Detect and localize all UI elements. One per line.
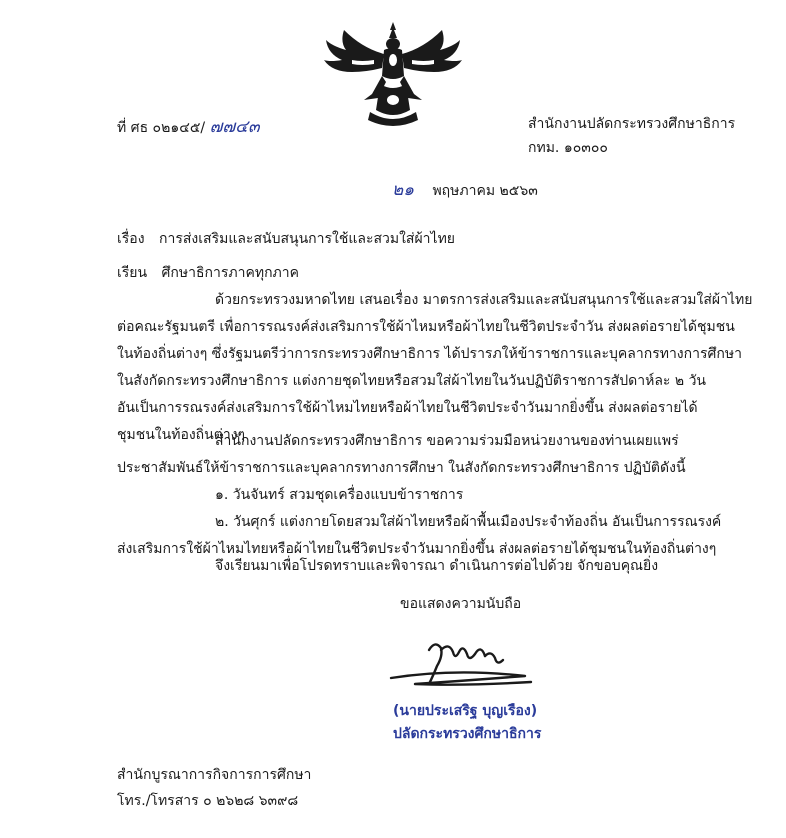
reference-number: ๗๗๔๓ bbox=[209, 117, 260, 137]
recipient-line bbox=[117, 263, 299, 283]
handwritten-signature bbox=[385, 632, 535, 692]
recipient-text: ศึกษาธิการภาคทุกภาค bbox=[161, 265, 300, 281]
paragraph-line: ด้วยกระทรวงมหาดไทย เสนอเรื่อง มาตรการส่งเสริมและสนับสนุนการใช้และสวมใส่ผ้าไทย bbox=[215, 292, 753, 308]
garuda-emblem-icon bbox=[322, 20, 464, 130]
complimentary-close: ขอแสดงความนับถือ bbox=[400, 596, 522, 612]
body-paragraph-1 bbox=[117, 287, 753, 449]
paragraph-line: ประชาสัมพันธ์ให้ข้าราชการและบุคลากรทางการศึกษา ในสังกัดกระทรวงศึกษาธิการ ปฏิบัติดังนี้ bbox=[117, 460, 686, 476]
paragraph-line: ต่อคณะรัฐมนตรี เพื่อการรณรงค์ส่งเสริมการใช้ผ้าไหมหรือผ้าไทยในชีวิตประจำวัน ส่งผลต่อรายได้ชุมชน bbox=[117, 319, 735, 335]
date-month-year: พฤษภาคม ๒๕๖๓ bbox=[432, 183, 538, 199]
paragraph-line: ส่งเสริมการใช้ผ้าไหมไทยหรือผ้าไทยในชีวิตประจำวันมากยิ่งขึ้น ส่งผลต่อรายได้ชุมชนในท้องถิ่นต่างๆ bbox=[117, 541, 717, 557]
closing-paragraph: จึงเรียนมาเพื่อโปรดทราบและพิจารณา ดำเนินการต่อไปด้วย จักขอบคุณยิ่ง bbox=[215, 558, 659, 574]
letter-date bbox=[392, 180, 538, 201]
reference-prefix: ที่ ศธ ๐๒๑๔๕/ bbox=[117, 120, 206, 136]
subject-label: เรื่อง bbox=[117, 231, 145, 247]
footer-phone: โทร./โทรสาร ๐ ๒๖๒๘ ๖๓๙๘ bbox=[117, 793, 299, 809]
paragraph-line: ชุมชนในท้องถิ่นต่างๆ bbox=[117, 427, 246, 443]
recipient-label: เรียน bbox=[117, 265, 148, 281]
subject-text: การส่งเสริมและสนับสนุนการใช้และสวมใส่ผ้าไทย bbox=[159, 231, 456, 247]
paragraph-line: ในสังกัดกระทรวงศึกษาธิการ แต่งกายชุดไทยหรือสวมใส่ผ้าไทยในวันปฏิบัติราชการสัปดาห์ละ ๒ วัน bbox=[117, 373, 707, 389]
signer-name: (นายประเสริฐ บุญเรือง) bbox=[393, 703, 538, 719]
list-item-monday: ๑. วันจันทร์ สวมชุดเครื่องแบบข้าราชการ bbox=[215, 487, 464, 503]
date-day: ๒๑ bbox=[392, 180, 414, 200]
agency-name: สำนักงานปลัดกระทรวงศึกษาธิการ bbox=[528, 116, 736, 132]
list-item-friday: ๒. วันศุกร์ แต่งกายโดยสวมใส่ผ้าไทยหรือผ้าพื้นเมืองประจำท้องถิ่น อันเป็นการรณรงค์ bbox=[215, 514, 722, 530]
subject-line bbox=[117, 229, 455, 249]
paragraph-line: สำนักงานปลัดกระทรวงศึกษาธิการ ขอความร่วมมือหน่วยงานของท่านเผยแพร่ bbox=[215, 433, 679, 449]
paragraph-line: อันเป็นการรณรงค์ส่งเสริมการใช้ผ้าไหมไทยหรือผ้าไทยในชีวิตประจำวันมากยิ่งขึ้น ส่งผลต่อรายได้ bbox=[117, 400, 698, 416]
paragraph-line: ในท้องถิ่นต่างๆ ซึ่งรัฐมนตรีว่าการกระทรวงศึกษาธิการ ได้ปรารภให้ข้าราชการและบุคลากรทางการศึกษา bbox=[117, 346, 742, 362]
footer-office: สำนักบูรณาการกิจการการศึกษา bbox=[117, 767, 312, 783]
body-paragraph-2 bbox=[117, 428, 729, 563]
reference-line bbox=[117, 117, 260, 138]
signer-title: ปลัดกระทรวงศึกษาธิการ bbox=[393, 726, 542, 742]
agency-city: กทม. ๑๐๓๐๐ bbox=[528, 140, 608, 156]
